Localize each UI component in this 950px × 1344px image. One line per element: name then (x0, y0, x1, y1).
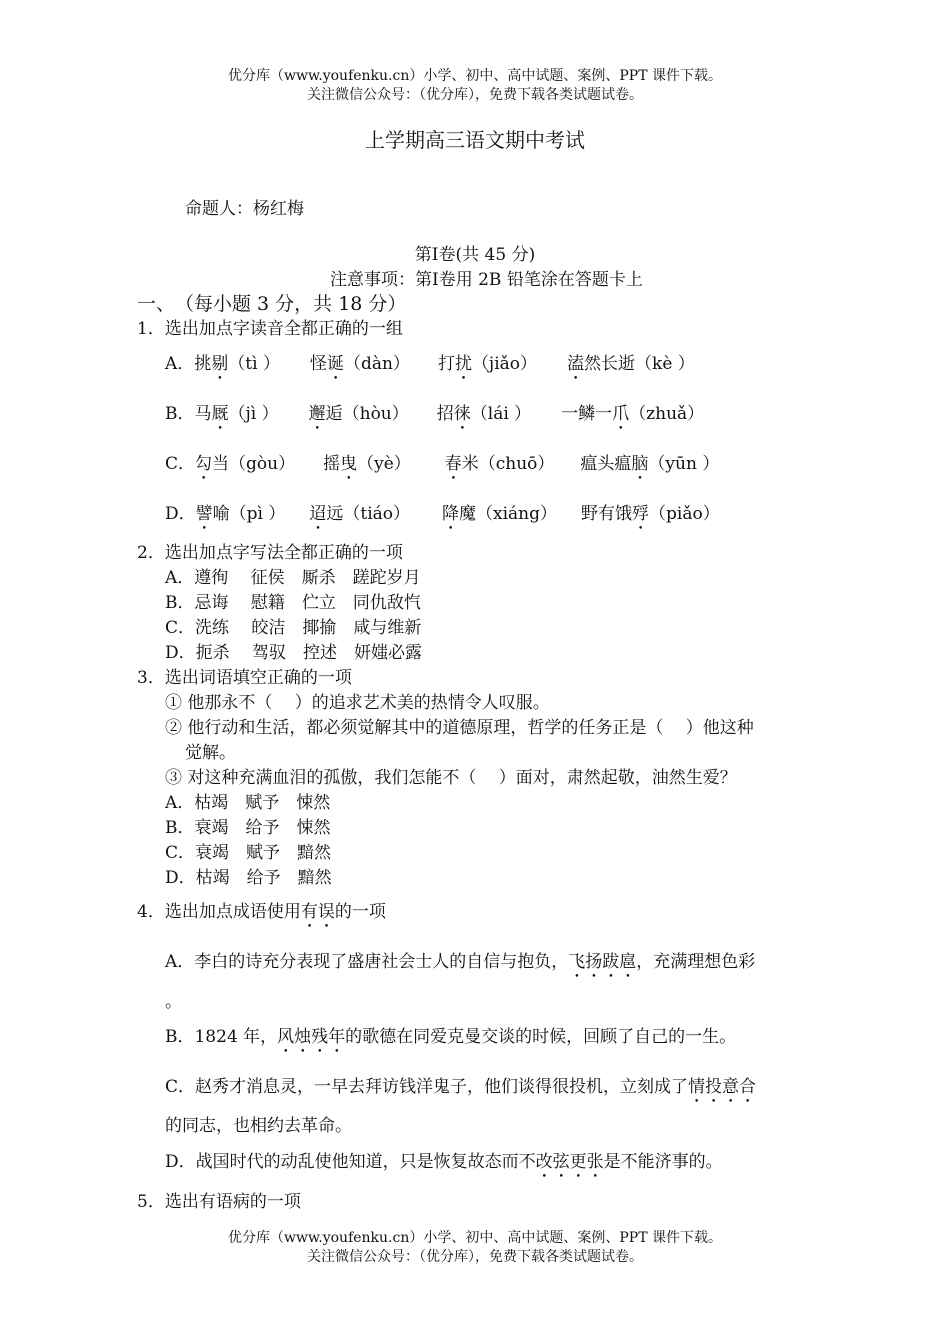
q3-sentence-3: ③ 对这种充满血泪的孤傲，我们怎能不（ ）面对，肃然起敬，油然生爱？ (165, 768, 737, 788)
q3-option-b: B．衰竭 给予 悚然 (165, 818, 331, 838)
header-line-2: 关注微信公众号：（优分库），免费下载各类试题试卷。 (307, 87, 643, 103)
volume-heading: 第Ⅰ卷(共 45 分) (414, 245, 536, 265)
q1-option-d: D．譬喻（pì ） 迢远（tiáo） 降魔（xiáng） 野有饿殍（piǎo） (165, 504, 720, 524)
q2-option-d: D．扼杀 驾驭 控述 妍媸必露 (165, 643, 423, 663)
footer-line-2: 关注微信公众号：（优分库），免费下载各类试题试卷。 (307, 1249, 643, 1265)
section-heading: 一、 （每小题 3 分，共 18 分） (137, 293, 407, 315)
q3-sentence-2: ② 他行动和生活，都必须觉解其中的道德原理，哲学的任务正是（ ）他这种 (165, 718, 754, 738)
header-line-1: 优分库（www.youfenku.cn）小学、初中、高中试题、案例、PPT 课件下载。 (227, 68, 722, 84)
footer-line-1: 优分库（www.youfenku.cn）小学、初中、高中试题、案例、PPT 课件下载。 (227, 1230, 722, 1246)
q2-stem: 2．选出加点字写法全都正确的一项 (137, 543, 403, 563)
q3-option-a: A．枯竭 赋予 悚然 (165, 793, 331, 813)
q4-option-c-tail: 的同志，也相约去革命。 (165, 1116, 352, 1136)
q1-stem: 1．选出加点字读音全都正确的一组 (137, 319, 403, 339)
q4-stem-emphasis: 有误 (300, 902, 335, 922)
q2-option-a: A．遵徇 征侯 厮杀 蹉跎岁月 (165, 568, 421, 588)
notice-line: 注意事项：第Ⅰ卷用 2B 铅笔涂在答题卡上 (330, 270, 643, 290)
q4-option-a: A．李白的诗充分表现了盛唐社会士人的自信与抱负，飞扬跋扈，充满理想色彩 (165, 952, 756, 972)
q4-stem: 4．选出加点成语使用有误的一项 (137, 900, 386, 932)
q2-option-c: C．洗练 皎洁 揶揄 咸与维新 (165, 618, 422, 638)
q4-option-c: C．赵秀才消息灵，一早去拜访钱洋鬼子，他们谈得很投机，立刻成了情投意合 (165, 1077, 757, 1097)
q1-option-c: C．勾当（gòu） 摇曳（yè） 春米（chuō） 瘟头瘟脑（yūn ） (165, 454, 720, 474)
q3-option-c: C．衰竭 赋予 黯然 (165, 843, 332, 863)
q3-sentence-2-cont: 觉解。 (185, 743, 236, 763)
q4-option-a-tail: 。 (165, 992, 182, 1012)
page-title: 上学期高三语文期中考试 (365, 128, 585, 152)
q2-option-b: B．忌诲 慰籍 伫立 同仇敌忾 (165, 593, 421, 613)
q3-sentence-1: ① 他那永不（ ）的追求艺术美的热情令人叹服。 (165, 693, 550, 713)
q5-stem: 5．选出有语病的一项 (137, 1192, 301, 1212)
q3-stem: 3．选出词语填空正确的一项 (137, 668, 352, 688)
q4-option-b: B．1824 年，风烛残年的歌德在同爱克曼交谈的时候，回顾了自己的一生。 (165, 1027, 737, 1047)
q1-option-a: A．挑剔（tì ） 怪诞（dàn） 打扰（jiǎo） 溘然长逝（kè ） (165, 354, 695, 374)
q1-option-b: B．马厩（jì ） 邂逅（hòu） 招徕（lái ） 一鳞一爪（zhuǎ） (165, 404, 705, 424)
author-line: 命题人：杨红梅 (185, 199, 304, 219)
q3-option-d: D．枯竭 给予 黯然 (165, 868, 332, 888)
q4-option-d: D．战国时代的动乱使他知道，只是恢复故态而不改弦更张是不能济事的。 (165, 1152, 723, 1172)
